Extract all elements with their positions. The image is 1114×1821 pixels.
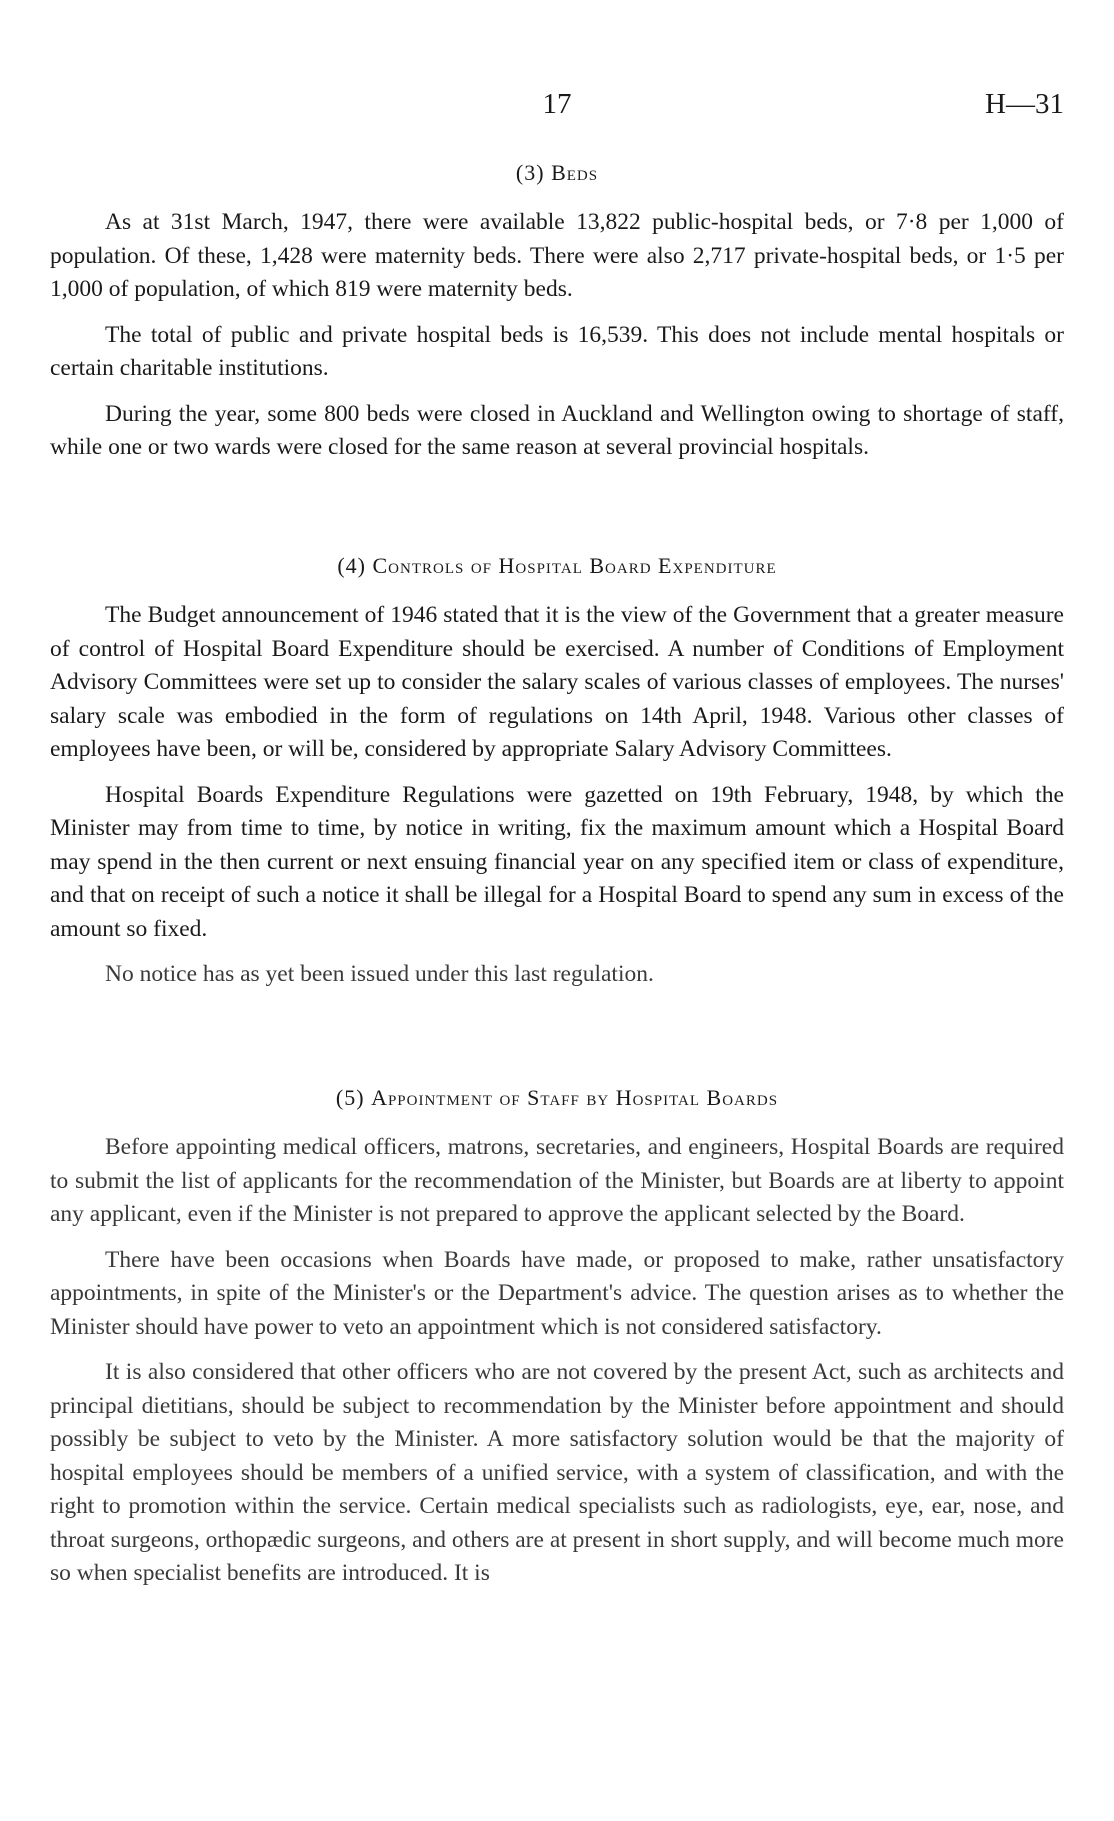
section-heading [50,553,1064,579]
paragraph: Before appointing medical officers, matrons, secretaries, and engineers, Hospital Boards are required to submit the list of applicants for the recommendation of the Minister, but Boards are at liberty to appoint any applicant, even if the Minister is not prepared to approve the applicant selected by the Board. [50,1134,1064,1227]
section-appointment-of-staff [50,1085,1064,1603]
section-beds [50,160,1064,477]
section-heading [50,160,1064,186]
paragraph: The Budget announcement of 1946 stated that it is the view of the Government that a greater measure of control of Hospital Board Expenditure should be exercised. A number of Conditions of Employment Advisory Committees were set up to consider the salary scales of various classes of employees. The nurses' salary scale was embodied in the form of regulations on 14th April, 1948. Various other classes of employees have been, or will be, considered by appropriate Salary Advisory Committees. [50,602,1064,762]
paragraph: It is also considered that other officers who are not covered by the present Act, such as architects and principal dietitians, should be subject to recommendation by the Minister before appointment and should possibly be subject to veto by the Minister. A more satisfactory solution would be that the majority of hospital employees should be members of a unified service, with a system of classification, and with the right to promotion within the service. Certain medical specialists such as radiologists, eye, ear, nose, and throat surgeons, orthopædic surgeons, and others are at present in short supply, and will become much more so when specialist benefits are introduced. It is [50,1359,1064,1586]
section-title: Appointment of Staff by Hospital Boards [371,1085,779,1110]
section-number: (5) [335,1085,365,1110]
paragraph: During the year, some 800 beds were closed in Auckland and Wellington owing to shortage of staff, while one or two wards were closed for the same reason at several provincial hospitals. [50,400,1064,460]
paragraph: As at 31st March, 1947, there were available 13,822 public-hospital beds, or 7·8 per 1,000 of population. Of these, 1,428 were maternity beds. There were also 2,717 private-hospital beds, or 1·5 per 1,000 of population, of which 819 were maternity beds. [50,209,1064,302]
section-number: (4) [337,553,366,578]
section-title: Controls of Hospital Board Expenditure [372,553,777,578]
document-page [50,0,1064,1821]
section-heading [50,1085,1064,1111]
section-title: Beds [551,160,599,185]
section-number: (3) [515,160,545,185]
document-code: H—31 [985,88,1064,120]
paragraph: There have been occasions when Boards have made, or proposed to make, rather unsatisfactory appointments, in spite of the Minister's or the Department's advice. The question arises as to whether the Minister should have power to veto an appointment which is not considered satisfactory. [50,1246,1064,1340]
page-number: 17 [542,88,572,120]
paragraph: No notice has as yet been issued under this last regulation. [105,961,654,987]
section-controls-of-expenditure [50,553,1064,1004]
paragraph: Hospital Boards Expenditure Regulations were gazetted on 19th February, 1948, by which the Minister may from time to time, by notice in writing, fix the maximum amount which a Hospital Board may spend in the then current or next ensuing financial year on any specified item or class of expenditure, and that on receipt of such a notice it shall be illegal for a Hospital Board to spend any sum in excess of the amount so fixed. [50,781,1064,942]
running-header [50,88,1064,122]
paragraph: The total of public and private hospital beds is 16,539. This does not include mental hospitals or certain charitable institutions. [50,321,1064,381]
